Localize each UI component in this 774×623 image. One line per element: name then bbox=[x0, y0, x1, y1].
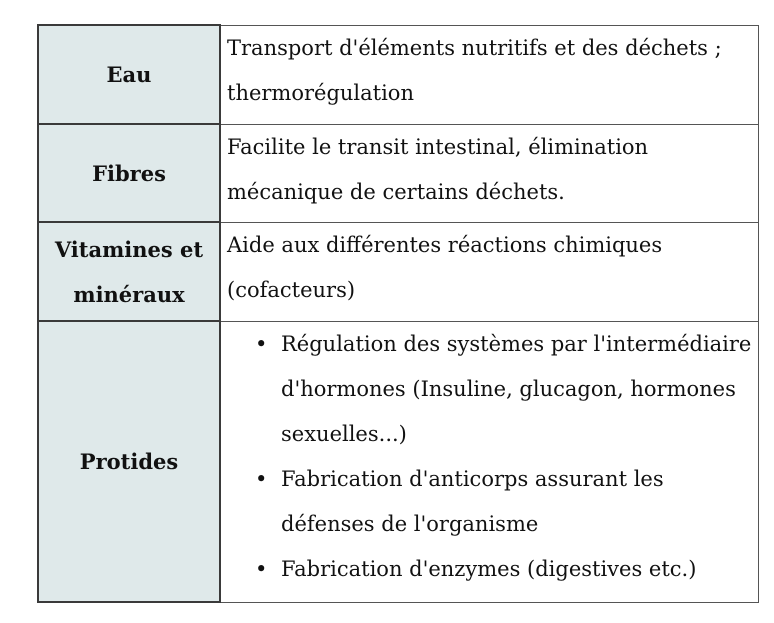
list-item bbox=[227, 457, 752, 547]
list-item bbox=[227, 547, 752, 592]
row-description-list bbox=[220, 321, 759, 602]
bullet-icon: • bbox=[255, 556, 268, 581]
list-item bbox=[227, 322, 752, 457]
row-description: Transport d'éléments nutritifs et des déchets ; thermorégulation bbox=[220, 25, 759, 124]
row-label: Protides bbox=[38, 321, 220, 602]
list-item-text: Régulation des systèmes par l'intermédiaire d'hormones (Insuline, glucagon, hormones sexuelles...) bbox=[281, 331, 752, 446]
list-item-text: Fabrication d'enzymes (digestives etc.) bbox=[281, 556, 697, 581]
row-description: Facilite le transit intestinal, élimination mécanique de certains déchets. bbox=[220, 124, 759, 222]
row-label: Vitamines et minéraux bbox=[38, 222, 220, 321]
list-item-text: Fabrication d'anticorps assurant les défenses de l'organisme bbox=[281, 466, 664, 536]
row-label: Fibres bbox=[38, 124, 220, 222]
protides-bullet-list bbox=[227, 322, 752, 592]
table-row bbox=[38, 222, 759, 321]
nutrient-role-table bbox=[37, 24, 759, 603]
table-row bbox=[38, 321, 759, 602]
row-label: Eau bbox=[38, 25, 220, 124]
bullet-icon: • bbox=[255, 466, 268, 491]
table-row bbox=[38, 25, 759, 124]
table-row bbox=[38, 124, 759, 222]
bullet-icon: • bbox=[255, 331, 268, 356]
row-description: Aide aux différentes réactions chimiques (cofacteurs) bbox=[220, 222, 759, 321]
